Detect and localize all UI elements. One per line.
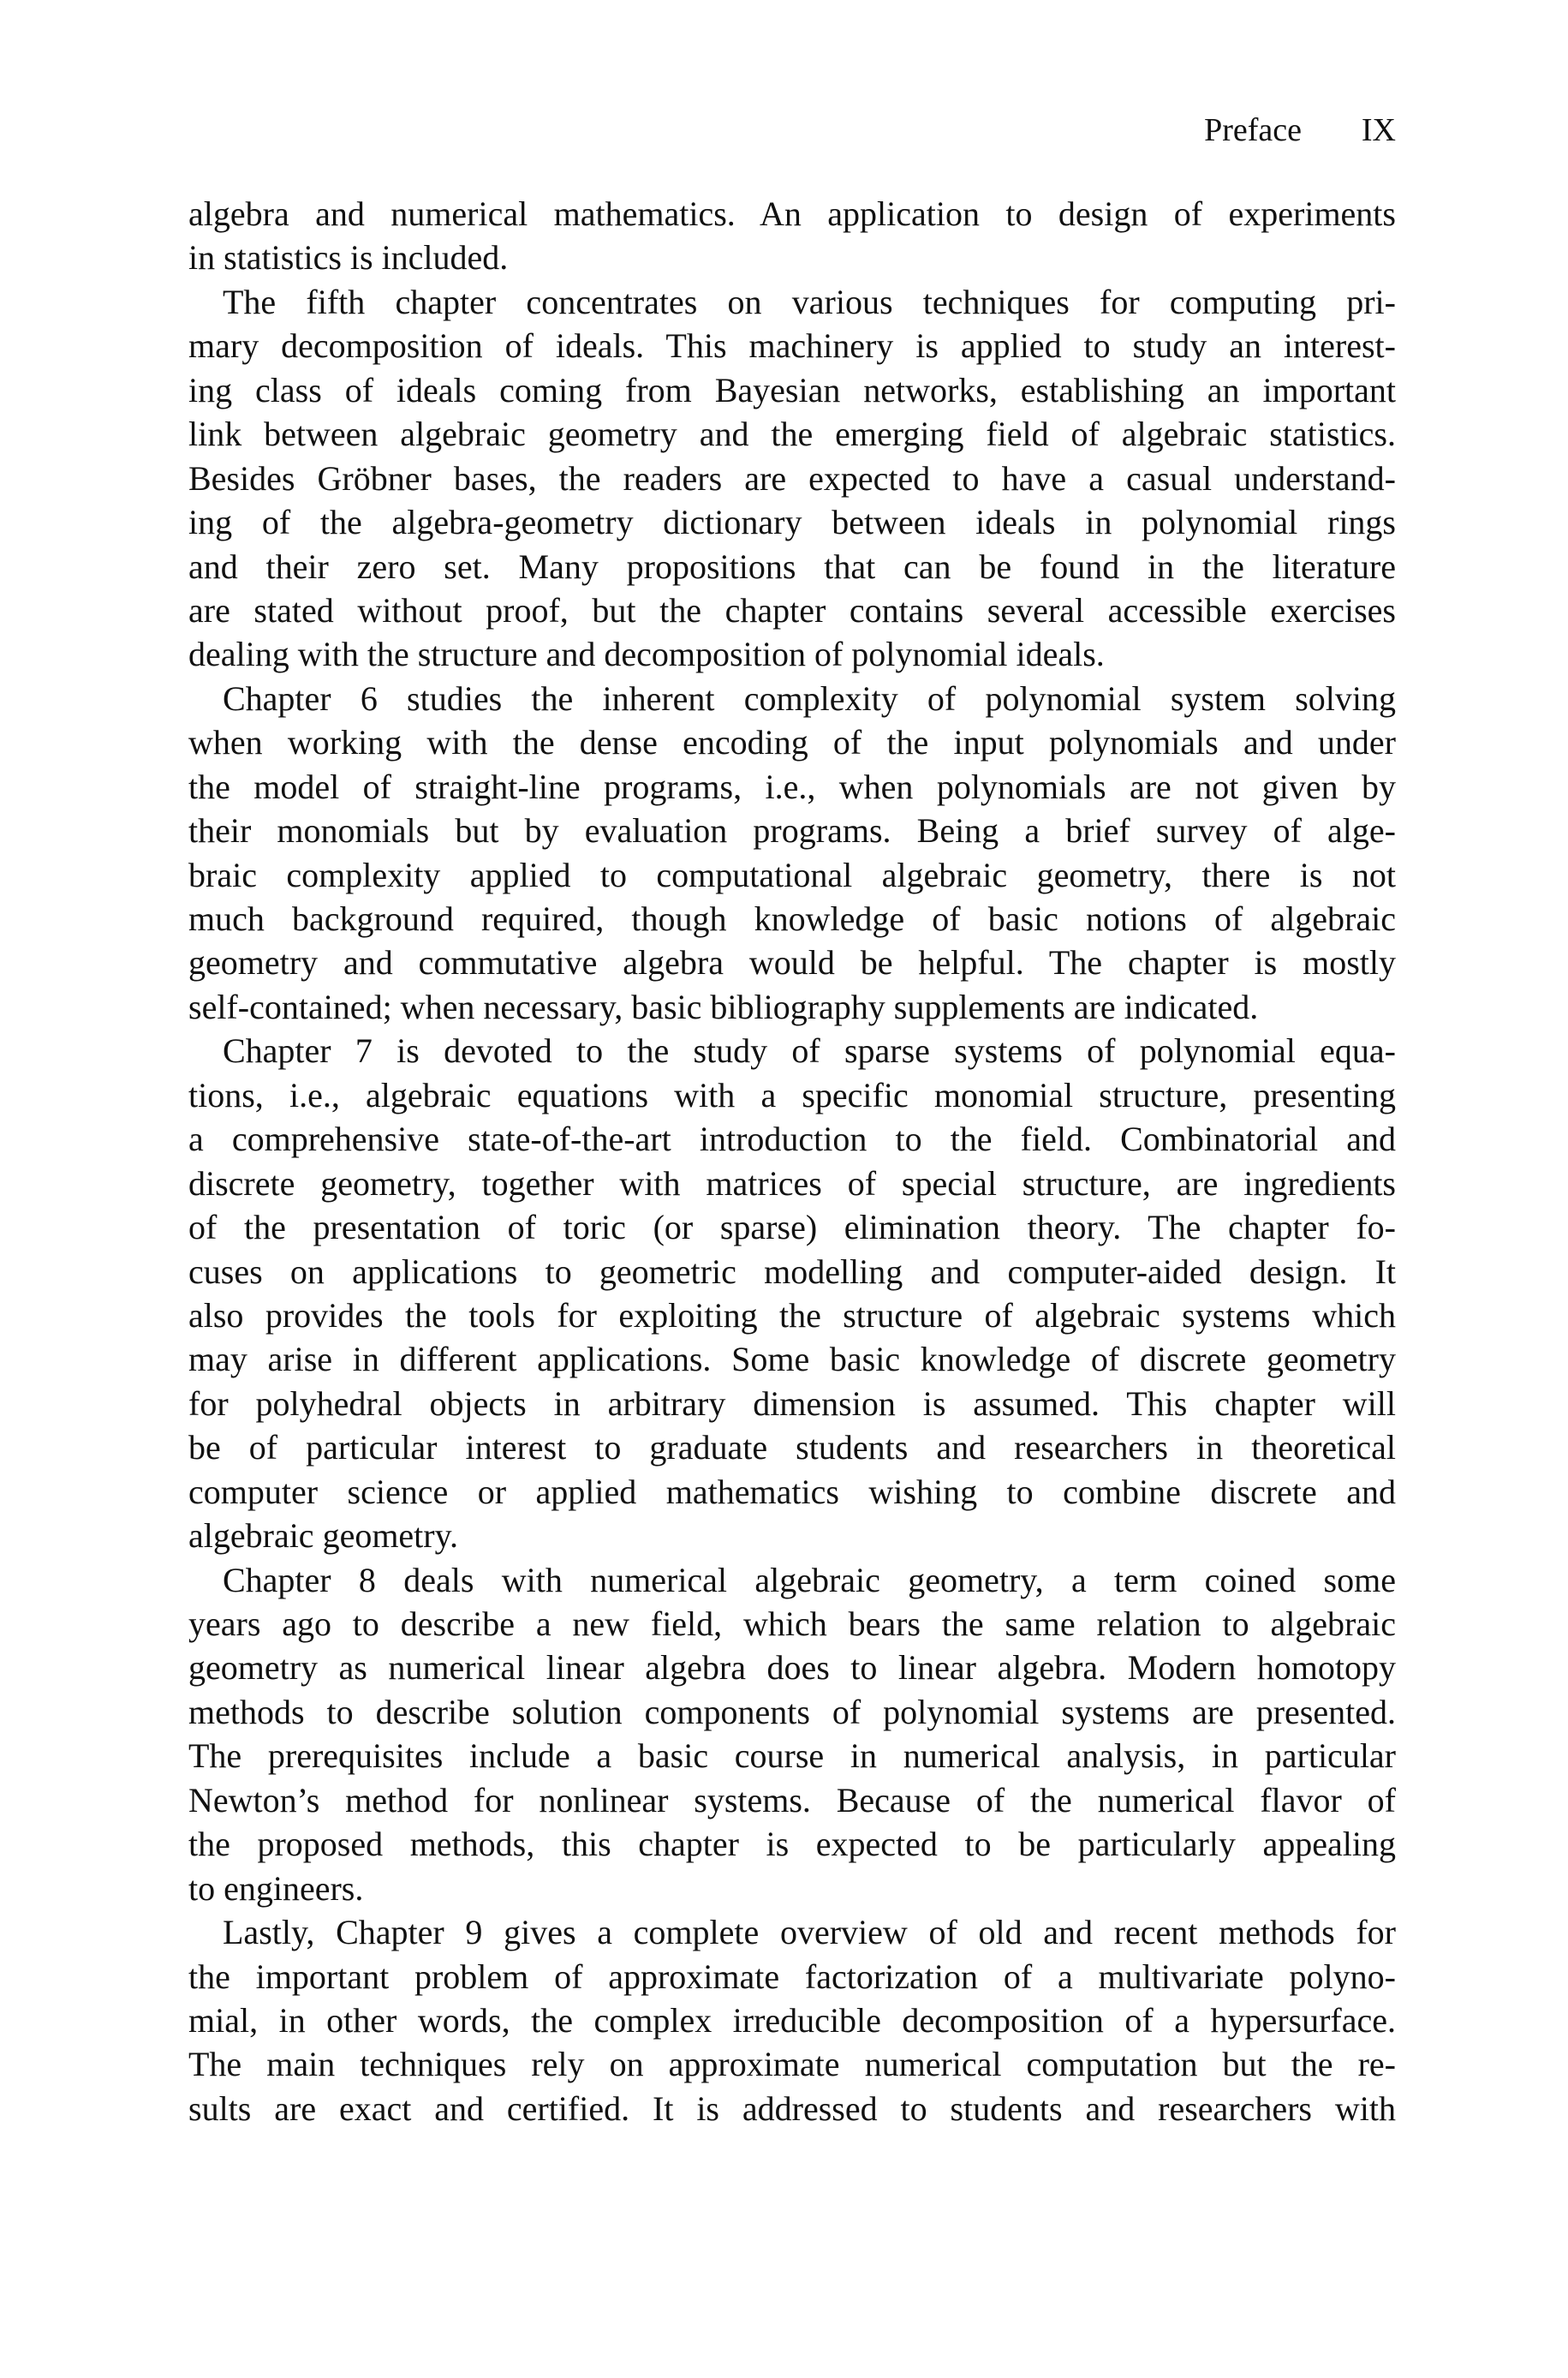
text-line: tions, i.e., algebraic equations with a specific monomial structure, presenting: [188, 1075, 1396, 1114]
text-line: their monomials but by evaluation programs. Being a brief survey of alge-: [188, 811, 1396, 851]
text-line: geometry as numerical linear algebra does to linear algebra. Modern homotopy: [188, 1648, 1396, 1688]
text-line: methods to describe solution components of polynomial systems are presented.: [188, 1692, 1396, 1731]
text-line: Chapter 7 is devoted to the study of sparse systems of polynomial equa-: [223, 1031, 1396, 1071]
text-line: and their zero set. Many propositions that can be found in the literature: [188, 547, 1396, 586]
text-line: sults are exact and certified. It is addressed to students and researchers with: [188, 2088, 1396, 2128]
page-number: IX: [1361, 112, 1396, 148]
text-line: discrete geometry, together with matrices of special structure, are ingredients: [188, 1163, 1396, 1203]
text-line: computer science or applied mathematics wishing to combine discrete and: [188, 1472, 1396, 1511]
text-line: Newton’s method for nonlinear systems. Because of the numerical flavor of: [188, 1780, 1396, 1819]
text-line: dealing with the structure and decomposition of polynomial ideals.: [188, 635, 1105, 674]
text-line: link between algebraic geometry and the emerging field of algebraic statistics.: [188, 415, 1396, 454]
text-line: ing class of ideals coming from Bayesian networks, establishing an important: [188, 370, 1396, 409]
text-line: The prerequisites include a basic course in numerical analysis, in particular: [188, 1736, 1396, 1776]
text-line: Chapter 6 studies the inherent complexity of polynomial system solving: [223, 678, 1396, 718]
text-line: algebra and numerical mathematics. An application to design of experiments: [188, 194, 1396, 233]
text-line: a comprehensive state-of-the-art introduction to the field. Combinatorial and: [188, 1120, 1396, 1159]
text-line: be of particular interest to graduate students and researchers in theoretical: [188, 1428, 1396, 1467]
text-line: the model of straight-line programs, i.e., when polynomials are not given by: [188, 767, 1396, 806]
body-text: [188, 192, 1396, 2130]
text-line: algebraic geometry.: [188, 1516, 459, 1556]
text-line: The main techniques rely on approximate numerical computation but the re-: [188, 2045, 1396, 2084]
text-line: The fifth chapter concentrates on various techniques for computing pri-: [223, 282, 1396, 321]
text-line: geometry and commutative algebra would be helpful. The chapter is mostly: [188, 943, 1396, 983]
text-line: may arise in different applications. Some basic knowledge of discrete geometry: [188, 1340, 1396, 1379]
text-line: mary decomposition of ideals. This machinery is applied to study an interest-: [188, 326, 1396, 366]
text-line: self-contained; when necessary, basic bibliography supplements are indicated.: [188, 987, 1259, 1026]
text-line: Besides Gröbner bases, the readers are expected to have a casual understand-: [188, 458, 1396, 498]
text-line: in statistics is included.: [188, 238, 509, 278]
text-line: ing of the algebra-geometry dictionary between ideals in polynomial rings: [188, 503, 1396, 542]
text-line: years ago to describe a new field, which bears the same relation to algebraic: [188, 1604, 1396, 1643]
text-line: much background required, though knowledge of basic notions of algebraic: [188, 899, 1396, 938]
text-line: mial, in other words, the complex irreducible decomposition of a hypersurface.: [188, 2000, 1396, 2040]
running-header-title: Preface: [1204, 112, 1302, 148]
text-line: to engineers.: [188, 1868, 364, 1908]
text-line: the important problem of approximate factorization of a multivariate polyno-: [188, 1957, 1396, 1996]
text-line: Lastly, Chapter 9 gives a complete overview of old and recent methods for: [223, 1913, 1396, 1952]
text-line: also provides the tools for exploiting the structure of algebraic systems which: [188, 1295, 1396, 1335]
text-line: are stated without proof, but the chapter contains several accessible exercises: [188, 590, 1396, 630]
text-line: the proposed methods, this chapter is expected to be particularly appealing: [188, 1825, 1396, 1864]
text-line: Chapter 8 deals with numerical algebraic geometry, a term coined some: [223, 1560, 1396, 1599]
text-line: for polyhedral objects in arbitrary dimension is assumed. This chapter will: [188, 1383, 1396, 1423]
text-line: when working with the dense encoding of the input polynomials and under: [188, 723, 1396, 762]
text-line: braic complexity applied to computational algebraic geometry, there is not: [188, 855, 1396, 894]
running-header: [1113, 111, 1396, 156]
text-line: of the presentation of toric (or sparse) elimination theory. The chapter fo-: [188, 1208, 1396, 1247]
text-line: cuses on applications to geometric modelling and computer-aided design. It: [188, 1252, 1396, 1291]
